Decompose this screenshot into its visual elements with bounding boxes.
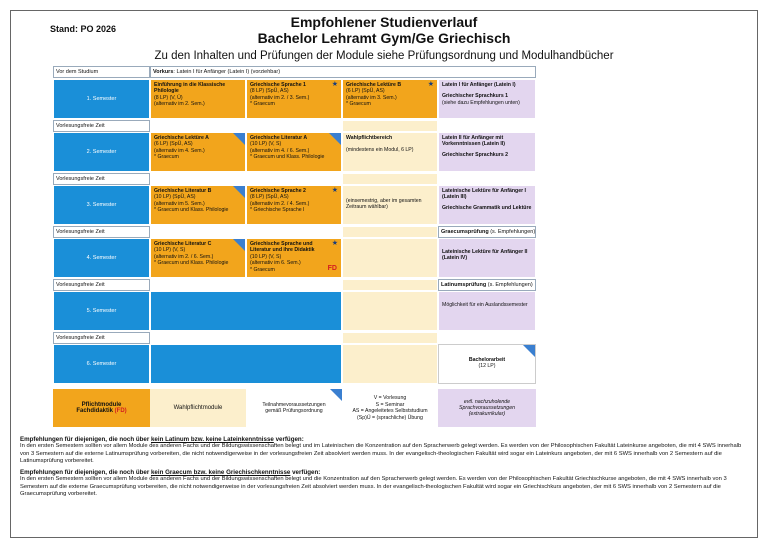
graecum-heading: [20, 469, 748, 476]
wahlpflicht-s5: [342, 291, 438, 331]
course-title-2: Griechischer Sprachkurs 1: [442, 93, 509, 100]
page-title-program: Bachelor Lehramt Gym/Ge Griechisch: [257, 30, 511, 46]
prerequisite-marker-icon: [523, 345, 535, 357]
latinum-heading: [20, 436, 748, 443]
module-details: (10 LP) (V, S) (alternativ im 6. Sem.) * Graecum: [250, 253, 301, 273]
module-griech-sprache-1: [246, 79, 342, 119]
module-griech-sprache-2: [246, 185, 342, 225]
prerequisite-marker-icon: [233, 239, 245, 251]
graecum-text: In den ersten Semestern sollten vor allem Module des anderen Fachs und der Bildungswissenschaften belegt und die Konzentration auf den Spracherwerb gelegt werden. Es werden von der Philosophischen Fakultät Griechischkurse angeboten, die mit 4 SWS innerhalb von 3 Semestern auf die externe Graecumsprüfung vorbereiten, die nicht notwendigerweise in der vorlesungsfreien Zeit absolviert werden muss. In der evangelisch-theologischen Fakultät wird sogar ein Griechischkurs angeboten, der mit 6 SWS innerhalb von 2 Semestern auf die Graecumsprüfung vorbereitet.: [20, 476, 727, 498]
module-title: Einführung in die Klassische Philologie: [154, 82, 226, 95]
language-course-s4: [438, 238, 536, 278]
row-label-lfz-5: Vorlesungsfreie Zeit: [53, 332, 150, 344]
exam-note: (s. Empfehlungen): [486, 282, 533, 288]
heading-part: Empfehlungen für diejenigen, die noch über: [20, 469, 151, 477]
heading-emph: kein Latinum bzw. keine Lateinkenntnisse: [150, 436, 274, 443]
module-details: (10 LP) (SpÜ, AS) (alternativ im 5. Sem.) * Graecum und Klass. Philologie: [154, 194, 229, 214]
prerequisite-marker-icon: [330, 389, 342, 401]
exam-note: (s. Empfehlungen): [488, 229, 536, 235]
course-title: Latein II für Anfänger mit Vorkenntnissen (Latein II): [442, 135, 506, 148]
star-icon: ★: [331, 240, 338, 247]
bachelorarbeit: [438, 344, 536, 384]
prerequisite-marker-icon: [233, 133, 245, 145]
course-note: (siehe dazu Empfehlungen unten): [442, 99, 520, 106]
graecum-exam: [438, 226, 536, 238]
heading-part: verfügen:: [273, 436, 304, 443]
semester-1-label: 1. Semester: [53, 79, 150, 119]
vorkurs-text: : Latein I für Anfänger (Latein I) (vorziehbar): [173, 69, 281, 75]
language-course-s1: [438, 79, 536, 119]
abroad-semester: Möglichkeit für ein Auslandssemester: [438, 291, 536, 331]
module-details: (8 LP) (SpÜ, AS) (alternativ im 2. / 4. Sem.) * Griechische Sprache I: [250, 194, 310, 214]
exam-label: Graecumsprüfung: [441, 229, 489, 235]
lfz-1-wahl: [342, 120, 438, 132]
module-details: (10 LP) (V, S) (alternativ im 2. / 6. Sem.) * Graecum und Klass. Philologie: [154, 247, 229, 267]
stand-label: Stand: PO 2026: [50, 24, 117, 34]
semester-5-label: 5. Semester: [53, 291, 150, 331]
module-title: Griechische Literatur B: [154, 188, 212, 194]
module-einfuehrung: [150, 79, 246, 119]
heading-part: verfügen:: [290, 469, 321, 477]
lfz-5-wahl: [342, 332, 438, 344]
semester-6-label: 6. Semester: [53, 344, 150, 384]
module-details: (6 LP) (SpÜ, AS) (alternativ im 3. Sem.) * Graecum: [346, 88, 397, 108]
star-icon: ★: [427, 81, 434, 88]
semester-4-label: 4. Semester: [53, 238, 150, 278]
abbr-s: S = Seminar: [375, 401, 405, 408]
abbr-ue: (Sp)Ü = (sprachliche) Übung: [357, 414, 423, 421]
module-griech-literatur-c: [150, 238, 246, 278]
row-label-lfz-1: Vorlesungsfreie Zeit: [53, 120, 150, 132]
module-griech-literatur-b: [150, 185, 246, 225]
module-title: Griechische Lektüre A: [154, 135, 209, 141]
lfz-3-wahl: [342, 226, 438, 238]
legend-teilnahme-label: Teilnahmevoraussetzungen gemäß Prüfungsordnung: [262, 402, 326, 414]
language-course-s3: [438, 185, 536, 225]
course-title-2: Griechische Grammatik und Lektüre: [442, 204, 532, 211]
semester-6-other-subject: [150, 344, 342, 384]
fd-marker: FD: [327, 264, 337, 272]
language-course-s2: [438, 132, 536, 172]
wahlpflichtbereich: [342, 132, 438, 172]
module-title: Griechische Literatur A: [250, 135, 308, 141]
module-details: (10 LP) (V, S) (alternativ im 4. / 6. Sem.) * Graecum und Klass. Philologie: [250, 141, 325, 161]
wahlpflicht-s4: [342, 238, 438, 278]
page-title: Empfohlener Studienverlauf: [290, 14, 478, 30]
module-details: (6 LP) (SpÜ, AS) (alternativ im 4. Sem.) * Graecum: [154, 141, 205, 161]
thesis-lp: (12 LP): [478, 363, 496, 370]
module-title: Griechische Lektüre B: [346, 82, 402, 88]
prerequisite-marker-icon: [233, 186, 245, 198]
legend-wahl: Wahlpflichtmodule: [150, 389, 246, 427]
heading-part: Empfehlungen für diejenigen, die noch über: [20, 436, 151, 443]
course-title: Latein I für Anfänger (Latein I): [442, 82, 516, 88]
recommendations: [20, 436, 748, 502]
row-label-lfz-2: Vorlesungsfreie Zeit: [53, 173, 150, 185]
legend-pflicht-label: Pflichtmodule: [81, 402, 122, 408]
semester-2-label: 2. Semester: [53, 132, 150, 172]
heading-emph: kein Graecum bzw. keine Griechischkenntnisse: [150, 469, 291, 477]
wahlpflicht-s6: [342, 344, 438, 384]
exam-label: Latinumsprüfung: [441, 282, 487, 288]
row-label-lfz-4: Vorlesungsfreie Zeit: [53, 279, 150, 291]
course-title: Lateinische Lektüre für Anfänger I (Latein III): [442, 188, 526, 201]
module-title: Griechische Sprache 2: [250, 188, 306, 194]
legend-nachzuholen: evtl. nachzuholende Sprachvoraussetzungen (extrakurrikular): [438, 389, 536, 427]
lfz-4-wahl: [342, 279, 438, 291]
module-details: (8 LP) (SpÜ, AS) (alternativ im 2. / 3. Sem.) * Graecum: [250, 88, 310, 108]
lfz-2-wahl: [342, 173, 438, 185]
module-griech-literatur-a: [246, 132, 342, 172]
legend-pflicht: [53, 389, 150, 427]
module-title: Griechische Literatur C: [154, 241, 212, 247]
prerequisite-marker-icon: [329, 133, 341, 145]
latinum-exam: [438, 279, 536, 291]
module-griech-lektuere-b: [342, 79, 438, 119]
row-label-vor: Vor dem Studium: [53, 66, 150, 78]
wahlpflicht-note: (einsemestrig, aber im gesamten Zeitraum wählbar): [342, 185, 438, 225]
module-title: Griechische Sprache 1: [250, 82, 306, 88]
latinum-text: In den ersten Semestern sollten vor allem Module des anderen Fachs und der Bildungswissenschaften belegt und im Lateinischen die Konzentration auf den Spracherwerb gelegt werden. Es werden von der Philosophischen Fakultät Lateinkurse angeboten, die mit 4 SWS innerhalb von 3 Semestern auf die externe Latinumsprüfung vorbereiten, die nicht notwendigerweise in der vorlesungsfreien Zeit absolviert werden muss. In der evangelisch-theologischen Fakultät wird sogar ein Lateinkurs angeboten, der mit 6 SWS innerhalb von 2 Semestern auf die Latinumsprüfung vorbereitet.: [20, 443, 742, 464]
legend-fachdidaktik: [76, 408, 126, 414]
legend-fachdidaktik-label: Fachdidaktik: [76, 408, 113, 414]
semester-3-label: 3. Semester: [53, 185, 150, 225]
module-title: Griechische Sprache und Literatur und ihre Didaktik: [250, 241, 315, 254]
row-label-lfz-3: Vorlesungsfreie Zeit: [53, 226, 150, 238]
abbr-v: V = Vorlesung: [373, 395, 407, 401]
legend-abbreviations: [342, 389, 438, 427]
semester-5-other-subject: [150, 291, 342, 331]
vorkurs-label: Vorkurs: [153, 69, 174, 75]
course-title-2: Griechischer Sprachkurs 2: [442, 151, 509, 158]
abbr-as: AS = Angeleitetes Selbststudium: [352, 408, 428, 414]
module-title: Wahlpflichtbereich: [346, 135, 393, 141]
module-details: (mindestens ein Modul, 6 LP): [346, 147, 414, 154]
thesis-title: Bachelorarbeit: [468, 357, 506, 363]
legend-teilnahme: [246, 389, 342, 427]
star-icon: ★: [331, 81, 338, 88]
module-griech-didaktik: [246, 238, 342, 278]
course-title: Lateinische Lektüre für Anfänger II (Latein IV): [442, 249, 528, 262]
module-details: (8 LP) (V, Ü) (alternativ im 2. Sem.): [154, 94, 205, 108]
module-griech-lektuere-a: [150, 132, 246, 172]
page-subtitle: Zu den Inhalten und Prüfungen der Module siehe Prüfungsordnung und Modulhandbücher: [154, 50, 614, 62]
legend-fd-marker: (FD): [114, 408, 127, 414]
vorkurs-cell: [150, 66, 536, 78]
star-icon: ★: [331, 187, 338, 194]
